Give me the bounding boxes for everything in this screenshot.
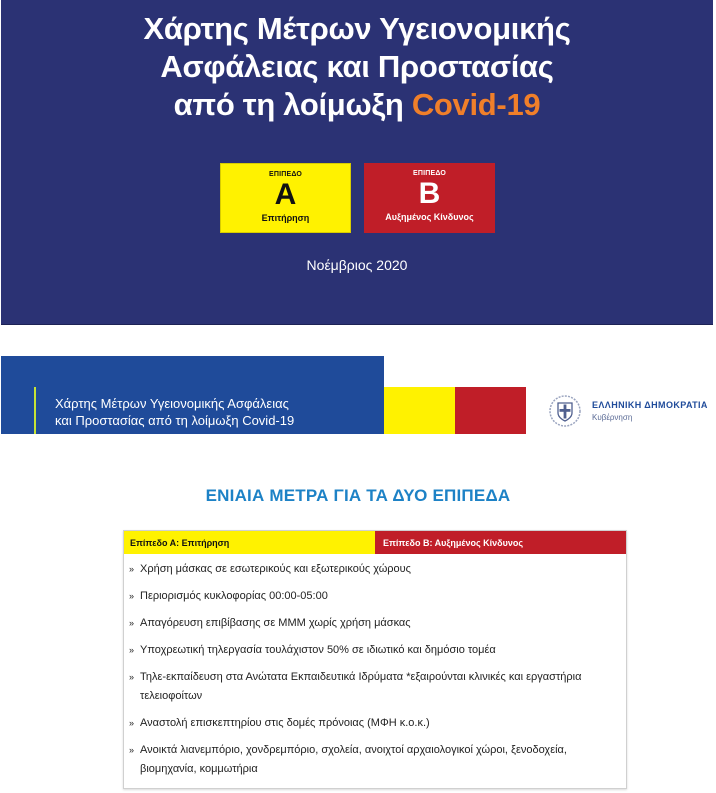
level-a-kicker: ΕΠΙΠΕΔΟ — [268, 171, 303, 178]
cover-title-line-3-prefix: από τη λοίμωξη — [173, 87, 412, 122]
document-header-banner — [1, 356, 384, 434]
greek-coat-of-arms-icon — [548, 394, 582, 428]
measure-text: Χρήση μάσκας σε εσωτερικούς και εξωτερικούς χώρους — [140, 563, 411, 575]
section-title: ΕΝΙΑΙΑ ΜΕΤΡΑ ΓΙΑ ΤΑ ΔΥΟ ΕΠΙΠΕΔΑ — [205, 486, 511, 505]
bullet-icon: » — [129, 591, 135, 601]
bullet-icon: » — [129, 718, 135, 728]
government-name: ΕΛΛΗΝΙΚΗ ΔΗΜΟΚΡΑΤΙΑ — [592, 400, 708, 410]
level-b-letter: B — [418, 177, 441, 210]
measure-text: Απαγόρευση επιβίβασης σε ΜΜΜ χωρίς χρήση μάσκας — [140, 617, 411, 629]
list-item — [129, 614, 626, 633]
measure-text: Τηλε-εκπαίδευση στα Ανώτατα Εκπαιδευτικά Ιδρύματα *εξαιρούνται κλινικές και εργαστήρια τελειοφοίτων — [140, 671, 582, 702]
bullet-icon: » — [129, 564, 135, 574]
level-a-name: Επιτήρηση — [261, 213, 310, 223]
cover-title-line-3 — [1, 86, 713, 124]
list-item — [129, 741, 626, 779]
level-b-kicker: ΕΠΙΠΕΔΟ — [412, 170, 447, 177]
list-item — [129, 641, 626, 660]
banner-accent-line — [34, 387, 36, 434]
measures-table-header — [124, 531, 626, 554]
banner-title — [55, 395, 385, 429]
bullet-icon: » — [129, 645, 135, 655]
cover-title-line-2: Ασφάλειας και Προστασίας — [160, 49, 554, 84]
bullet-icon: » — [129, 745, 135, 755]
cover-title — [1, 10, 713, 124]
cover-panel — [1, 0, 713, 325]
header-level-b: Επίπεδο Β: Αυξημένος Κίνδυνος — [375, 531, 626, 554]
level-a-letter: A — [274, 178, 297, 211]
measure-text: Περιορισμός κυκλοφορίας 00:00-05:00 — [140, 590, 328, 602]
list-item — [129, 560, 626, 579]
level-a-badge — [220, 163, 351, 233]
level-a-color-stripe — [384, 387, 455, 434]
measure-text: Ανοικτά λιανεμπόριο, χονδρεμπόριο, σχολεία, ανοιχτοί αρχαιολογικοί χώροι, ξενοδοχεία, βιομηχανία, κομμωτήρια — [140, 744, 567, 775]
bullet-icon: » — [129, 618, 135, 628]
list-item — [129, 668, 626, 706]
measures-table — [123, 530, 627, 789]
list-item — [129, 587, 626, 606]
list-item — [129, 714, 626, 733]
cover-title-line-1: Χάρτης Μέτρων Υγειονομικής — [143, 11, 571, 46]
measure-text: Αναστολή επισκεπτηρίου στις δομές πρόνοιας (ΜΦΗ κ.ο.κ.) — [140, 717, 430, 729]
banner-title-line-1: Χάρτης Μέτρων Υγειονομικής Ασφάλειας — [55, 396, 289, 411]
measures-list — [124, 554, 626, 779]
government-subtitle: Κυβέρνηση — [592, 413, 633, 422]
header-level-a: Επίπεδο Α: Επιτήρηση — [124, 531, 375, 554]
measure-text: Υποχρεωτική τηλεργασία τουλάχιστον 50% σε ιδιωτικό και δημόσιο τομέα — [140, 644, 496, 656]
level-b-color-stripe — [455, 387, 526, 434]
level-b-badge — [364, 163, 495, 233]
banner-title-line-2: και Προστασίας από τη λοίμωξη Covid-19 — [55, 413, 295, 428]
covid-accent-text: Covid-19 — [411, 87, 541, 122]
cover-date: Νοέμβριος 2020 — [306, 257, 408, 273]
bullet-icon: » — [129, 672, 135, 682]
level-b-name: Αυξημένος Κίνδυνος — [385, 212, 474, 222]
